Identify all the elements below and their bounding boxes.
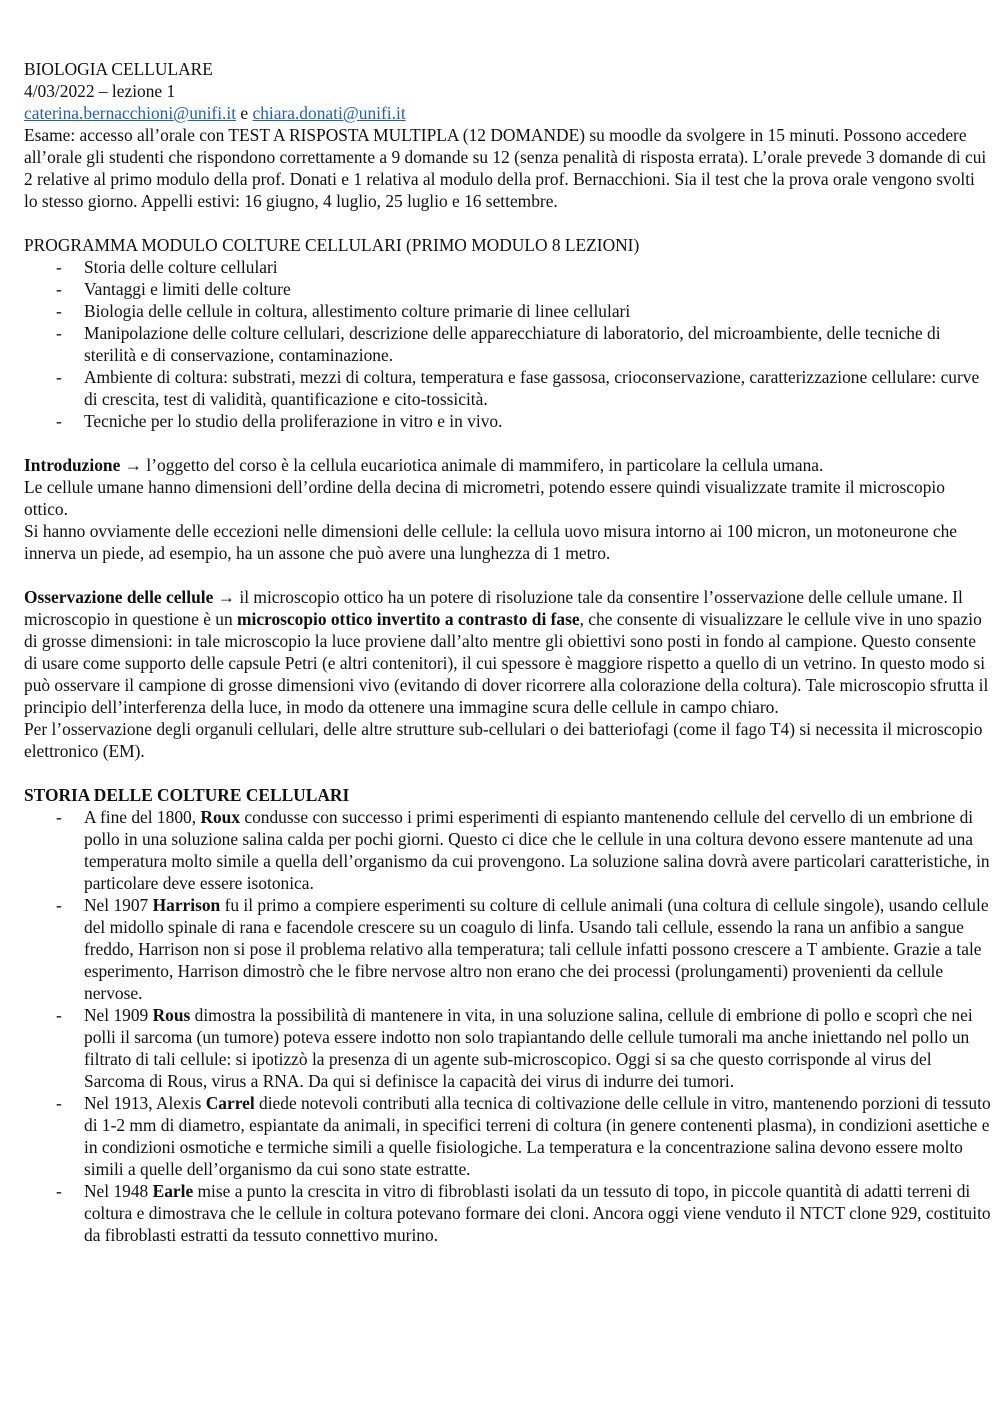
- history-item-rous: [24, 1004, 992, 1092]
- scientist-name: Harrison: [152, 895, 221, 915]
- date-lesson: 4/03/2022 – lezione 1: [24, 81, 176, 101]
- scientist-name: Roux: [200, 807, 241, 827]
- observation-paragraph-2: Per l’osservazione degli organuli cellulari, delle altre strutture sub-cellulari o dei batteriofagi (come il fago T4) si necessita il microscopio elettronico (EM).: [24, 719, 983, 761]
- history-item-roux: [24, 806, 992, 894]
- history-item-carrel: [24, 1092, 992, 1180]
- scientist-name: Carrel: [205, 1093, 255, 1113]
- history-item-text: A fine del 1800,: [84, 807, 201, 827]
- intro-text: → l’oggetto del corso è la cellula eucariotica animale di mammifero, in particolare la cellula umana.: [120, 455, 824, 475]
- intro-paragraph-3: Si hanno ovviamente delle eccezioni nelle dimensioni delle cellule: la cellula uovo misura intorno ai 100 micron, un motoneurone che innerva un piede, ad esempio, ha un assone che può avere una lunghezza di 1 metro.: [24, 521, 958, 563]
- history-heading: [24, 784, 992, 806]
- spacer: [24, 212, 992, 234]
- program-item: - Vantaggi e limiti delle colture: [24, 278, 992, 300]
- email-link-bernacchioni[interactable]: caterina.bernacchioni@unifi.it: [24, 103, 237, 123]
- exam-paragraph: Esame: accesso all’orale con TEST A RISPOSTA MULTIPLA (12 DOMANDE) su moodle da svolgere in 15 minuti. Possono accedere all’orale gli studenti che rispondono correttamente a 9 domande su 12 (senza penalità di risposta errata). L’orale prevede 3 domande di cui 2 relative al primo modulo della prof. Donati e 1 relativa al modulo della prof. Bernacchioni. Sia il test che la prova orale vengono svolti lo stesso giorno. Appelli estivi: 16 giugno, 4 luglio, 25 luglio e 16 settembre.: [24, 125, 987, 211]
- scientist-name: Earle: [152, 1181, 194, 1201]
- observation-text-1: → il microscopio ottico ha un potere di risoluzione tale da consentire l’osservazione delle cellule umane. Il microscopio in questione è un: [24, 587, 963, 629]
- scientist-name: Rous: [152, 1005, 191, 1025]
- history-item-text: condusse con successo i primi esperimenti di espianto mantenendo cellule del cervello di un embrione di pollo in una soluzione salina calda per pochi giorni. Questo ci dice che le cellule in una coltura devono essere mantenute ad una temperatura molto simile a quella dell’organismo da cui provengono. La soluzione salina dovrà avere particolari caratteristiche, in particolare deve essere isotonica.: [84, 807, 990, 893]
- history-list: [24, 806, 992, 1246]
- history-item-text: dimostra la possibilità di mantenere in vita, in una soluzione salina, cellule di embrione di pollo e scoprì che nei polli il sarcoma (un tumore) poteva essere indotto non solo trapiantando delle cellule tumorali ma anche iniettando nel pollo un filtrato di tali cellule: si ipotizzò la presenza di un agente sub-microscopico. Oggi si sa che questo corrisponde al virus del Sarcoma di Rous, virus a RNA. Da qui si definisce la capacità dei virus di indurre dei tumori.: [84, 1005, 973, 1091]
- spacer: [24, 564, 992, 586]
- history-item-harrison: [24, 894, 992, 1004]
- program-heading: PROGRAMMA MODULO COLTURE CELLULARI (PRIMO MODULO 8 LEZIONI): [24, 235, 640, 255]
- history-item-text: Nel 1907: [84, 895, 153, 915]
- program-item: - Manipolazione delle colture cellulari, descrizione delle apparecchiature di laboratorio, del microambiente, delle tecniche di sterilità e di conservazione, contaminazione.: [24, 322, 992, 366]
- history-item-text: Nel 1913, Alexis: [84, 1093, 206, 1113]
- observation-bold-term: microscopio ottico invertito a contrasto di fase: [237, 609, 580, 629]
- history-item-text: mise a punto la crescita in vitro di fibroblasti isolati da un tessuto di topo, in piccole quantità di adatti terreni di coltura e dimostrava che le cellule in coltura potevano formare dei cloni. Ancora oggi viene venduto il NTCT clone 929, costituito da fibroblasti estratti da tessuto connettivo murino.: [84, 1181, 991, 1245]
- contact-line: [24, 102, 992, 124]
- intro-label: Introduzione: [24, 455, 121, 475]
- spacer: [24, 432, 992, 454]
- program-item: - Biologia delle cellule in coltura, allestimento colture primarie di linee cellulari: [24, 300, 992, 322]
- intro-paragraph-2: Le cellule umane hanno dimensioni dell’ordine della decina di micrometri, potendo essere quindi visualizzate tramite il microscopio ottico.: [24, 477, 945, 519]
- history-item-text: fu il primo a compiere esperimenti su colture di cellule animali (una coltura di cellule singole), usando cellule del midollo spinale di rana e facendole crescere su un coagulo di linfa. Usando tali cellule, essendo la rana un anfibio a sangue freddo, Harrison non si pose il problema relativo alla temperatura; tali cellule infatti possono crescere a T ambiente. Grazie a tale esperimento, Harrison dimostrò che le fibre nervose altro non erano che dei processi (prolungamenti) provenienti da cellule nervose.: [84, 895, 989, 1003]
- program-item: - Tecniche per lo studio della proliferazione in vitro e in vivo.: [24, 410, 992, 432]
- history-item-text: diede notevoli contributi alla tecnica di coltivazione delle cellule in vitro, mantenendo porzioni di tessuto di 1-2 mm di diametro, espiantate da animali, in specifici terreni di coltura (in genere contenenti plasma), in condizioni asettiche e in condizioni osmotiche e termiche simili a quelle fisiologiche. La temperatura e la concentrazione salina devono essere molto simili a quelle dell’organismo da cui sono state estratte.: [84, 1093, 991, 1179]
- doc-title: BIOLOGIA CELLULARE: [24, 59, 213, 79]
- observation-text-2: , che consente di visualizzare le cellule vive in uno spazio di grosse dimensioni: in tale microscopio la luce proviene dall’alto mentre gli obiettivi sono posti in fondo al campione. Questo consente di usare come supporto delle capsule Petri (e altri contenitori), il cui spessore è maggiore rispetto a quello di un vetrino. In questo modo si può osservare il campione di grosse dimensioni vivo (evitando di dover ricorrere alla colorazione della coltura). Tale microscopio sfrutta il principio dell’interferenza della luce, in modo da ottenere una immagine scura delle cellule in campo chiaro.: [24, 609, 989, 717]
- history-heading-text: STORIA DELLE COLTURE CELLULARI: [24, 785, 350, 805]
- document-page: [24, 58, 992, 1246]
- program-item: - Storia delle colture cellulari: [24, 256, 992, 278]
- email-link-donati[interactable]: chiara.donati@unifi.it: [252, 103, 406, 123]
- history-item-text: Nel 1948: [84, 1181, 153, 1201]
- email-separator: e: [236, 103, 253, 123]
- program-list: [24, 256, 992, 432]
- intro-paragraph: [24, 454, 992, 476]
- history-item-earle: [24, 1180, 992, 1246]
- observation-paragraph: [24, 586, 992, 718]
- observation-label: Osservazione delle cellule: [24, 587, 214, 607]
- history-item-text: Nel 1909: [84, 1005, 153, 1025]
- spacer: [24, 762, 992, 784]
- program-item: - Ambiente di coltura: substrati, mezzi di coltura, temperatura e fase gassosa, crioconservazione, caratterizzazione cellulare: curve di crescita, test di validità, quantificazione e cito-tossicità.: [24, 366, 992, 410]
